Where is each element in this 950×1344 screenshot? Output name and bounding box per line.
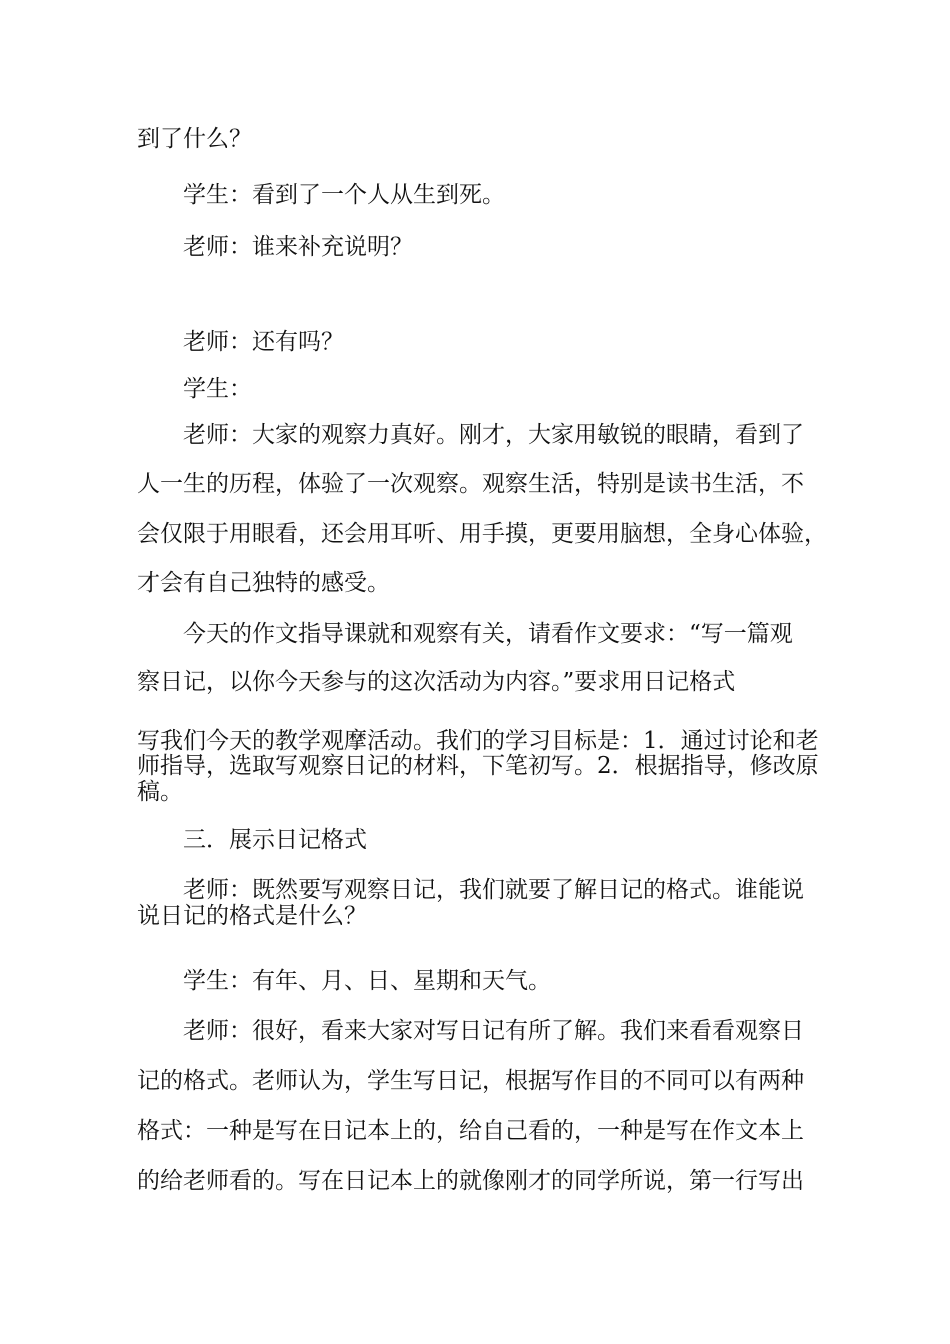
- text-line: 学生：: [183, 376, 252, 402]
- text-line: 到了什么？: [137, 126, 252, 152]
- text-line: 学生：看到了一个人从生到死。: [183, 182, 505, 208]
- text-line: 老师：还有吗？: [183, 329, 344, 355]
- text-line: 会仅限于用眼看，还会用耳听、用手摸，更要用脑想，全身心体验，: [137, 521, 827, 547]
- text-line: 老师：很好，看来大家对写日记有所了解。我们来看看观察日: [183, 1018, 804, 1044]
- text-line: 老师：大家的观察力真好。刚才，大家用敏锐的眼睛，看到了: [183, 422, 804, 448]
- text-line: 稿。: [137, 779, 183, 805]
- text-line: 察日记，以你今天参与的这次活动为内容。”要求用日记格式: [137, 669, 736, 695]
- text-line: 才会有自己独特的感受。: [137, 570, 390, 596]
- text-line: 老师：谁来补充说明？: [183, 234, 413, 260]
- text-line: 记的格式。老师认为，学生写日记，根据写作目的不同可以有两种: [137, 1068, 804, 1094]
- text-line: 的给老师看的。写在日记本上的就像刚才的同学所说，第一行写出: [137, 1168, 804, 1194]
- text-line: 老师：既然要写观察日记，我们就要了解日记的格式。谁能说: [183, 877, 804, 903]
- text-line: 学生：有年、月、日、星期和天气。: [183, 968, 551, 994]
- text-line: 师指导，选取写观察日记的材料，下笔初写。2．根据指导，修改原: [137, 753, 819, 779]
- section-heading: 三．展示日记格式: [183, 827, 367, 853]
- text-line: 说日记的格式是什么？: [137, 903, 367, 929]
- text-line: 格式：一种是写在日记本上的，给自己看的，一种是写在作文本上: [137, 1118, 804, 1144]
- text-line: 人一生的历程，体验了一次观察。观察生活，特别是读书生活，不: [137, 471, 804, 497]
- text-line: 今天的作文指导课就和观察有关，请看作文要求：“写一篇观: [183, 621, 793, 647]
- text-line: 写我们今天的教学观摩活动。我们的学习目标是：1．通过讨论和老: [137, 728, 819, 754]
